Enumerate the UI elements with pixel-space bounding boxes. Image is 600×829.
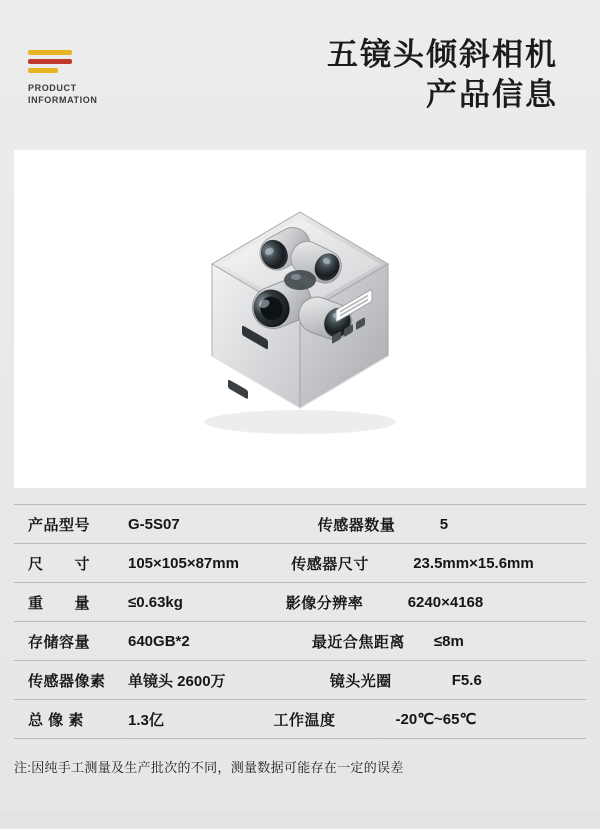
spec-label-sensor-pixels: 传感器像素 [28, 672, 106, 690]
spec-label-operating-temperature: 工作温度 [273, 711, 336, 729]
table-row [14, 700, 586, 739]
table-row [14, 622, 586, 661]
spec-value-operating-temperature: -20℃~65℃ [395, 711, 477, 728]
page-title-line1: 五镜头倾斜相机 [327, 37, 558, 73]
oblique-camera-illustration [150, 184, 450, 454]
specification-table [14, 504, 586, 739]
spec-label-min-focus-distance: 最近合焦距离 [311, 633, 405, 651]
spec-label-total-pixels: 总 像 素 [28, 711, 84, 729]
table-row [14, 544, 586, 583]
table-row [14, 661, 586, 700]
spec-value-sensor-count: 5 [439, 515, 449, 533]
spec-value-model: G-5S07 [128, 515, 180, 533]
spec-label-sensor-size: 传感器尺寸 [291, 555, 369, 573]
logo-bar-3 [28, 68, 58, 73]
page-title-line2: 产品信息 [426, 77, 558, 113]
logo-text-line1: PRODUCT [28, 83, 77, 93]
brand-logo [28, 44, 138, 106]
spec-value-sensor-pixels: 单镜头 2600万 [128, 672, 226, 690]
spec-value-storage: 640GB*2 [128, 632, 190, 650]
spec-label-image-resolution: 影像分辨率 [285, 594, 364, 612]
logo-bars-icon [28, 50, 74, 73]
logo-bar-2 [28, 59, 72, 64]
table-row [14, 505, 586, 544]
page-title [138, 35, 572, 115]
bottom-bar [0, 811, 600, 829]
spec-value-aperture: F5.6 [451, 671, 482, 689]
spec-label-storage: 存储容量 [28, 633, 91, 651]
page-header [0, 0, 600, 150]
logo-text-line2: INFORMATION [28, 95, 98, 105]
spec-label-dimensions: 尺 寸 [28, 555, 91, 573]
spec-label-aperture: 镜头光圈 [329, 672, 392, 690]
product-image [150, 184, 450, 454]
spec-value-image-resolution: 6240×4168 [407, 593, 484, 611]
logo-text [28, 82, 138, 106]
product-image-panel [14, 150, 586, 488]
spec-value-weight: ≤0.63kg [128, 593, 183, 611]
spec-value-total-pixels: 1.3亿 [128, 711, 164, 729]
logo-bar-1 [28, 50, 72, 55]
spec-value-sensor-size: 23.5mm×15.6mm [413, 554, 534, 572]
spec-value-min-focus-distance: ≤8m [433, 632, 464, 650]
spec-label-sensor-count: 传感器数量 [317, 516, 396, 534]
spec-value-dimensions: 105×105×87mm [128, 554, 239, 572]
disclaimer-note: 注:因纯手工测量及生产批次的不同，测量数据可能存在一定的误差 [14, 760, 404, 775]
spec-label-model: 产品型号 [28, 516, 91, 534]
spec-label-weight: 重 量 [28, 594, 91, 612]
table-row [14, 583, 586, 622]
